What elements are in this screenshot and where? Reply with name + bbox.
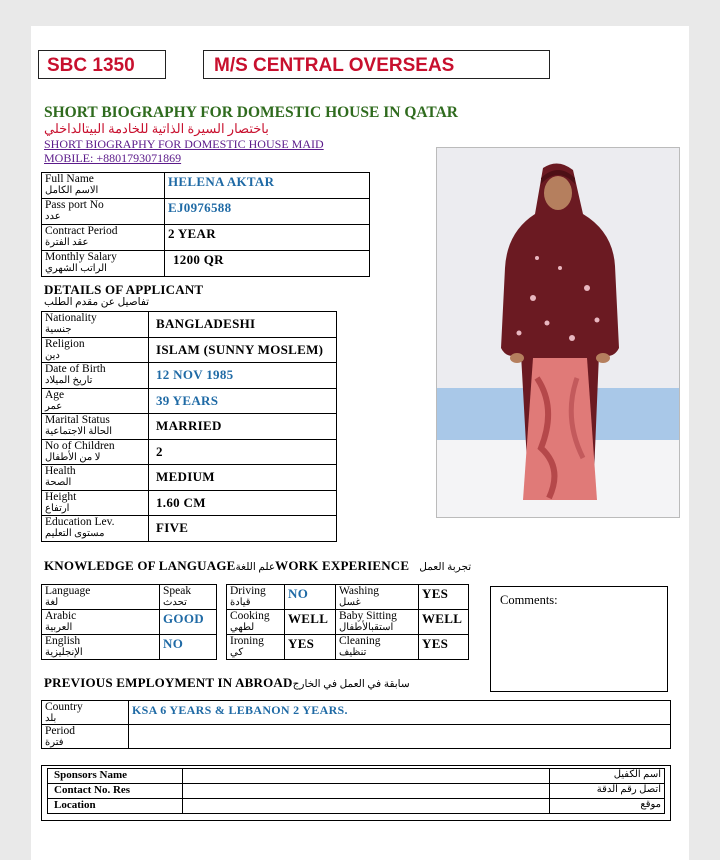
- work-value-cell: [419, 635, 469, 660]
- passport-value: EJ0976588: [168, 200, 232, 215]
- top-fields-table: [41, 172, 370, 277]
- applicant-value: MEDIUM: [156, 469, 215, 485]
- arabic-title: باختصار السيرة الذاتية للخادمة البيتالداخلي: [44, 121, 269, 136]
- applicant-photo: [436, 147, 680, 518]
- sponsor-value-cell: [183, 799, 550, 814]
- applicant-label-cell: [42, 439, 149, 465]
- language-name-cell: [42, 635, 160, 660]
- speak-col-label-ar: تحدث: [163, 597, 187, 608]
- salary-value: 1200 QR: [173, 252, 224, 267]
- applicant-value-cell: [149, 414, 337, 440]
- work-label: Baby Sitting: [339, 610, 397, 622]
- sponsor-value-cell: [183, 784, 550, 799]
- applicant-label: Marital Status: [45, 414, 110, 426]
- agency-name: M/S CENTRAL OVERSEAS: [214, 55, 455, 76]
- applicant-label-cell: [42, 363, 149, 389]
- previous-value-cell: [129, 701, 671, 725]
- work-heading-ar: تجربة العمل: [419, 562, 472, 573]
- applicant-row: [42, 363, 337, 389]
- applicant-label-ar: الحالة الاجتماعية: [45, 426, 113, 437]
- field-label-cell: [42, 173, 165, 199]
- previous-label-cell: [42, 701, 129, 725]
- work-label-ar: غسل: [339, 597, 361, 608]
- field-label-ar: عدد: [45, 211, 61, 222]
- applicant-value-cell: [149, 337, 337, 363]
- sponsor-label-cell: [48, 784, 183, 799]
- applicant-label-cell: [42, 490, 149, 516]
- work-label-ar: لطهي: [230, 622, 255, 633]
- cleaning-value: YES: [422, 636, 449, 651]
- applicant-label-ar: الصحة: [45, 477, 72, 488]
- location-label: Location: [54, 799, 96, 811]
- location-ar: موقع: [640, 799, 661, 810]
- applicant-row: [42, 465, 337, 491]
- applicant-heading-ar: تفاصيل عن مقدم الطلب: [44, 297, 150, 308]
- field-label: Full Name: [45, 173, 94, 185]
- work-label: Cleaning: [339, 635, 381, 647]
- sponsor-ar-cell: [550, 784, 665, 799]
- applicant-value: 12 NOV 1985: [156, 367, 234, 383]
- sponsor-row: [48, 799, 665, 814]
- field-row: [42, 225, 370, 251]
- sponsor-value-cell: [183, 769, 550, 784]
- language-header-row: [42, 585, 217, 610]
- work-label-cell: [227, 585, 285, 610]
- field-label: Pass port No: [45, 199, 104, 211]
- code-text: SBC 1350: [47, 55, 135, 76]
- period-label: Period: [45, 725, 76, 737]
- applicant-label: Height: [45, 490, 77, 503]
- comments-label: Comments:: [500, 593, 558, 607]
- country-label-ar: بلد: [45, 713, 57, 724]
- applicant-label-ar: جنسية: [45, 324, 72, 335]
- applicant-label: Health: [45, 465, 76, 477]
- applicant-value: FIVE: [156, 520, 189, 536]
- language-row: [42, 635, 217, 660]
- sponsor-table: [47, 768, 665, 814]
- work-label: Ironing: [230, 635, 264, 647]
- applicant-value-cell: [149, 516, 337, 542]
- language-heading-ar: علم اللغة: [235, 562, 276, 573]
- field-label-cell: [42, 199, 165, 225]
- language-col-label-ar: لغة: [45, 597, 59, 608]
- agency-box: [203, 50, 550, 79]
- language-name: English: [45, 635, 81, 647]
- applicant-row: [42, 439, 337, 465]
- previous-value-cell: [129, 725, 671, 749]
- previous-label-cell: [42, 725, 129, 749]
- previous-row: [42, 725, 671, 749]
- work-label-cell: [227, 635, 285, 660]
- work-row: [227, 635, 469, 660]
- work-table: [226, 584, 469, 660]
- field-label: Monthly Salary: [45, 251, 117, 263]
- applicant-label-cell: [42, 516, 149, 542]
- applicant-label-cell: [42, 414, 149, 440]
- baby-sitting-value: WELL: [422, 611, 463, 626]
- main-title: SHORT BIOGRAPHY FOR DOMESTIC HOUSE IN QATAR: [44, 104, 458, 121]
- work-label-cell: [336, 585, 419, 610]
- field-row: [42, 251, 370, 277]
- applicant-label: Education Lev.: [45, 516, 115, 528]
- applicant-label-ar: دين: [45, 349, 60, 361]
- applicant-value-cell: [149, 465, 337, 491]
- mobile-number: MOBILE: +8801793071869: [44, 151, 182, 165]
- field-label-cell: [42, 251, 165, 277]
- applicant-label-cell: [42, 388, 149, 414]
- work-label: Driving: [230, 585, 266, 597]
- language-header-cell: [42, 585, 160, 610]
- applicant-value: 2: [156, 443, 163, 459]
- applicant-value-cell: [149, 490, 337, 516]
- comments-box: [490, 586, 668, 692]
- sub-title: SHORT BIOGRAPHY FOR DOMESTIC HOUSE MAID: [44, 137, 324, 151]
- work-value-cell: [419, 585, 469, 610]
- applicant-value-cell: [149, 363, 337, 389]
- previous-row: [42, 701, 671, 725]
- work-label-ar: قيادة: [230, 597, 251, 608]
- speak-header-cell: [160, 585, 217, 610]
- language-col-label: Language: [45, 585, 91, 597]
- work-label-ar: كي: [230, 647, 244, 658]
- previous-heading-ar: سابقة في العمل في الخارج: [292, 679, 410, 690]
- applicant-label: Age: [45, 388, 65, 401]
- work-label-ar: استقبالأطفال: [339, 622, 394, 633]
- code-box: [38, 50, 166, 79]
- applicant-label-ar: مستوى التعليم: [45, 528, 105, 539]
- work-value-cell: [419, 610, 469, 635]
- language-heading-text: KNOWLEDGE OF LANGUAGE: [44, 558, 236, 573]
- field-row: [42, 173, 370, 199]
- language-name-ar: الإنجليزية: [45, 647, 83, 658]
- field-value-cell: [165, 251, 370, 277]
- full-name-value: HELENA AKTAR: [168, 174, 275, 189]
- country-value: KSA 6 YEARS & LEBANON 2 YEARS.: [132, 703, 348, 717]
- field-label-ar: الاسم الكامل: [45, 185, 99, 196]
- language-table: [41, 584, 217, 660]
- applicant-value: 1.60 CM: [156, 494, 206, 510]
- washing-value: YES: [422, 586, 449, 601]
- applicant-label: Nationality: [45, 312, 97, 324]
- applicant-label: Date of Birth: [45, 363, 106, 375]
- applicant-row: [42, 516, 337, 542]
- language-heading: [44, 558, 471, 574]
- work-label: Washing: [339, 585, 379, 597]
- applicant-value-cell: [149, 439, 337, 465]
- applicant-value-cell: [149, 388, 337, 414]
- sponsor-ar-cell: [550, 769, 665, 784]
- applicant-label-ar: ارتفاع: [45, 502, 70, 514]
- applicant-value: BANGLADESHI: [156, 316, 256, 332]
- language-name-ar: العربية: [45, 622, 73, 633]
- field-value-cell: [165, 199, 370, 225]
- field-label: Contract Period: [45, 225, 118, 237]
- applicant-label-cell: [42, 337, 149, 363]
- applicant-row: [42, 388, 337, 414]
- field-label-ar: الراتب الشهري: [45, 263, 107, 274]
- applicant-label-cell: [42, 312, 149, 338]
- previous-heading: [44, 675, 410, 691]
- contact-ar: اتصل رقم الدقة: [596, 784, 661, 795]
- speak-col-label: Speak: [163, 585, 192, 597]
- period-label-ar: فترة: [45, 737, 64, 748]
- language-name-cell: [42, 610, 160, 635]
- language-name: Arabic: [45, 610, 77, 622]
- field-value-cell: [165, 173, 370, 199]
- field-value-cell: [165, 225, 370, 251]
- applicant-heading: DETAILS OF APPLICANT: [44, 282, 204, 297]
- work-label: Cooking: [230, 610, 270, 622]
- language-row: [42, 610, 217, 635]
- photo-illustration: [437, 148, 679, 517]
- work-label-cell: [227, 610, 285, 635]
- field-label-ar: عقد الفترة: [45, 237, 89, 248]
- sponsor-row: [48, 769, 665, 784]
- applicant-label: Religion: [45, 337, 85, 350]
- applicant-label: No of Children: [45, 439, 115, 452]
- previous-heading-text: PREVIOUS EMPLOYMENT IN ABROAD: [44, 675, 293, 690]
- work-label-ar: تنظيف: [339, 647, 367, 658]
- english-level: NO: [163, 636, 184, 651]
- applicant-value-cell: [149, 312, 337, 338]
- country-label: Country: [45, 701, 83, 713]
- applicant-value: MARRIED: [156, 418, 222, 434]
- work-value-cell: [285, 585, 336, 610]
- language-level-cell: [160, 635, 217, 660]
- work-label-cell: [336, 610, 419, 635]
- sponsor-ar-cell: [550, 799, 665, 814]
- sponsor-label-cell: [48, 769, 183, 784]
- applicant-value: 39 YEARS: [156, 392, 219, 408]
- sponsor-name-ar: اسم الكفيل: [613, 769, 661, 780]
- work-value-cell: [285, 610, 336, 635]
- contract-value: 2 YEAR: [168, 226, 216, 241]
- applicant-row: [42, 312, 337, 338]
- work-row: [227, 585, 469, 610]
- ironing-value: YES: [288, 636, 315, 651]
- language-level-cell: [160, 610, 217, 635]
- field-row: [42, 199, 370, 225]
- driving-value: NO: [288, 586, 309, 601]
- applicant-row: [42, 337, 337, 363]
- applicant-row: [42, 414, 337, 440]
- sponsor-row: [48, 784, 665, 799]
- field-label-cell: [42, 225, 165, 251]
- applicant-row: [42, 490, 337, 516]
- sponsor-label-cell: [48, 799, 183, 814]
- applicant-label-cell: [42, 465, 149, 491]
- work-row: [227, 610, 469, 635]
- applicant-label-ar: تاريخ الميلاد: [45, 375, 93, 386]
- work-label-cell: [336, 635, 419, 660]
- applicant-label-ar: لا من الأطفال: [45, 451, 101, 463]
- contact-label: Contact No. Res: [54, 784, 131, 796]
- applicant-value: ISLAM (SUNNY MOSLEM): [156, 341, 324, 357]
- work-heading-text: WORK EXPERIENCE: [275, 558, 410, 573]
- cooking-value: WELL: [288, 611, 329, 626]
- sponsor-name-label: Sponsors Name: [54, 769, 128, 781]
- arabic-level: GOOD: [163, 611, 204, 626]
- previous-employment-table: [41, 700, 671, 749]
- work-value-cell: [285, 635, 336, 660]
- applicant-table: [41, 311, 337, 542]
- applicant-label-ar: عمر: [45, 400, 63, 412]
